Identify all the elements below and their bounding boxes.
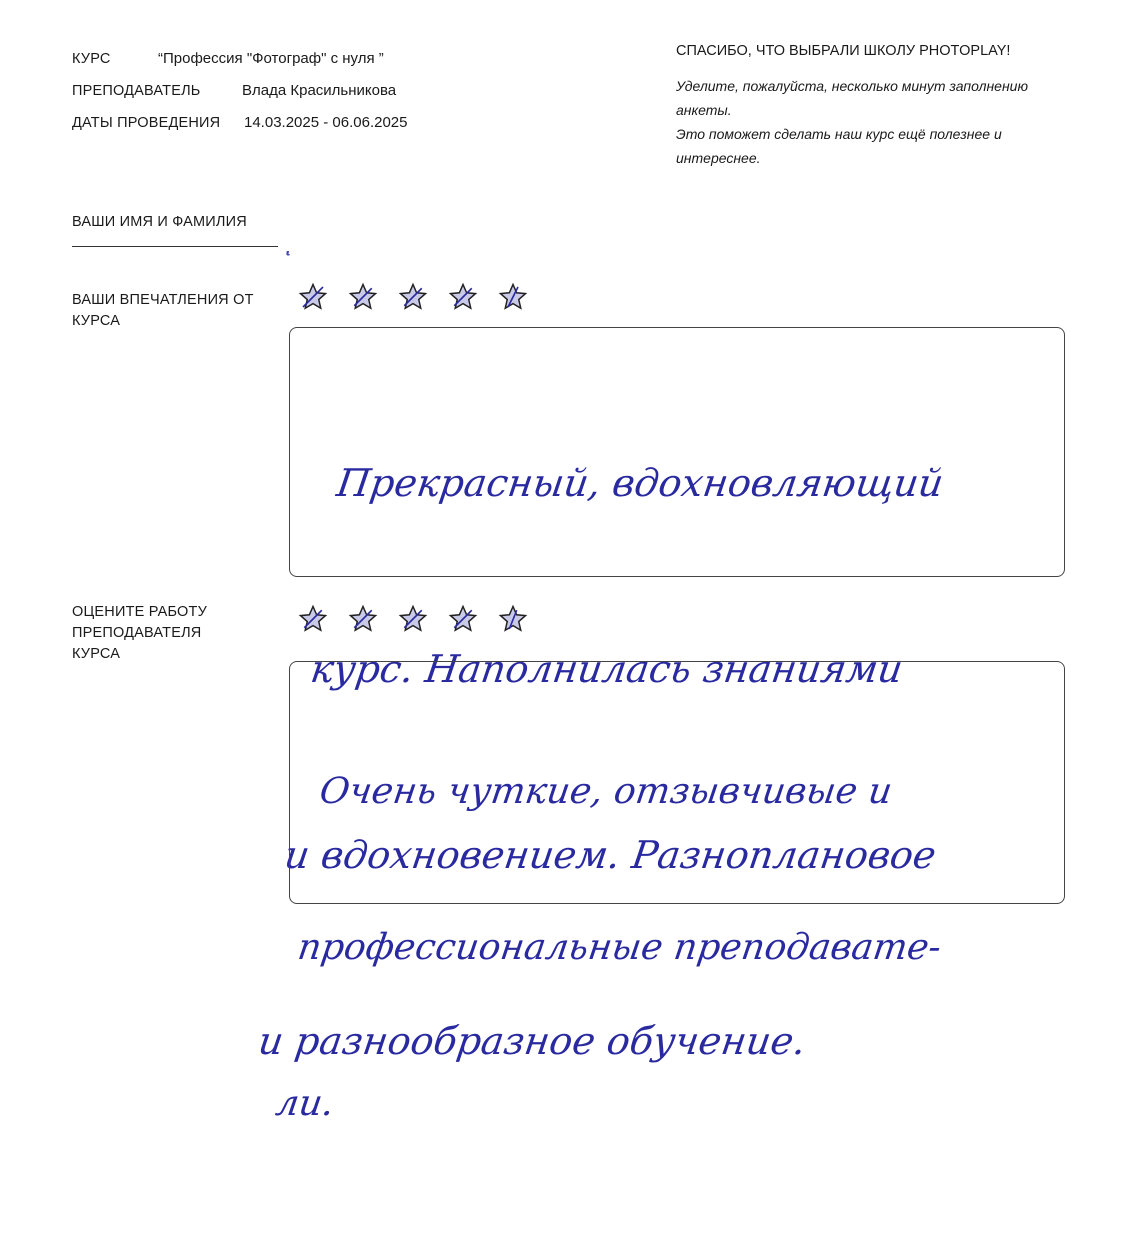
teacher-comment-line: профессиональные преподавате- — [295, 927, 944, 968]
star-icon[interactable] — [498, 604, 528, 634]
name-label: ВАШИ ИМЯ И ФАМИЛИЯ — [72, 214, 247, 230]
star-icon[interactable] — [398, 282, 428, 312]
teacher-comment-line: ли. — [273, 1083, 337, 1124]
thanks-line-3: Это поможет сделать наш курс ещё полезнее и — [676, 126, 1002, 142]
course-comment-line: Прекрасный, вдохновляющий — [334, 461, 947, 505]
star-icon[interactable] — [298, 282, 328, 312]
teacher-rating-label-line-3: КУРСА — [72, 646, 121, 662]
star-icon[interactable] — [348, 604, 378, 634]
course-value: “Профессия "Фотограф" с нуля ” — [158, 50, 384, 67]
dates-label: ДАТЫ ПРОВЕДЕНИЯ — [72, 115, 221, 131]
course-rating-stars[interactable] — [298, 282, 528, 312]
course-comment-line: и вдохновением. Разноплановое — [281, 833, 939, 877]
name-underline[interactable] — [72, 246, 278, 247]
star-icon[interactable] — [448, 282, 478, 312]
thanks-line-1: Уделите, пожалуйста, несколько минут заполнению — [676, 78, 1028, 94]
teacher-rating-label — [72, 602, 207, 665]
teacher-label: ПРЕПОДАВАТЕЛЬ — [72, 83, 201, 99]
teacher-rating-stars[interactable] — [298, 604, 528, 634]
star-icon[interactable] — [398, 604, 428, 634]
name-pen-mark: ͺ — [280, 222, 295, 257]
course-comment-line: курс. Наполнилась знаниями — [307, 647, 906, 691]
thanks-line-4: интереснее. — [676, 150, 761, 166]
teacher-rating-label-line-2: ПРЕПОДАВАТЕЛЯ — [72, 625, 202, 641]
course-rating-label-line-2: КУРСА — [72, 313, 121, 329]
star-icon[interactable] — [448, 604, 478, 634]
course-rating-label-line-1: ВАШИ ВПЕЧАТЛЕНИЯ ОТ — [72, 292, 254, 308]
course-comment-line: и разнообразное обучение. — [255, 1019, 809, 1063]
star-icon[interactable] — [348, 282, 378, 312]
star-icon[interactable] — [498, 282, 528, 312]
thanks-line-2: анкеты. — [676, 102, 732, 118]
thanks-text — [676, 74, 1096, 170]
thanks-title: СПАСИБО, ЧТО ВЫБРАЛИ ШКОЛУ PHOTOPLAY! — [676, 43, 1011, 59]
course-label: КУРС — [72, 51, 111, 67]
course-rating-label — [72, 290, 254, 332]
star-icon[interactable] — [298, 604, 328, 634]
teacher-comment-text — [258, 662, 1118, 1234]
dates-value: 14.03.2025 - 06.06.2025 — [244, 114, 408, 131]
teacher-value: Влада Красильникова — [242, 82, 397, 99]
teacher-comment-line: Очень чуткие, отзывчивые и — [317, 771, 895, 812]
teacher-rating-label-line-1: ОЦЕНИТЕ РАБОТУ — [72, 604, 207, 620]
